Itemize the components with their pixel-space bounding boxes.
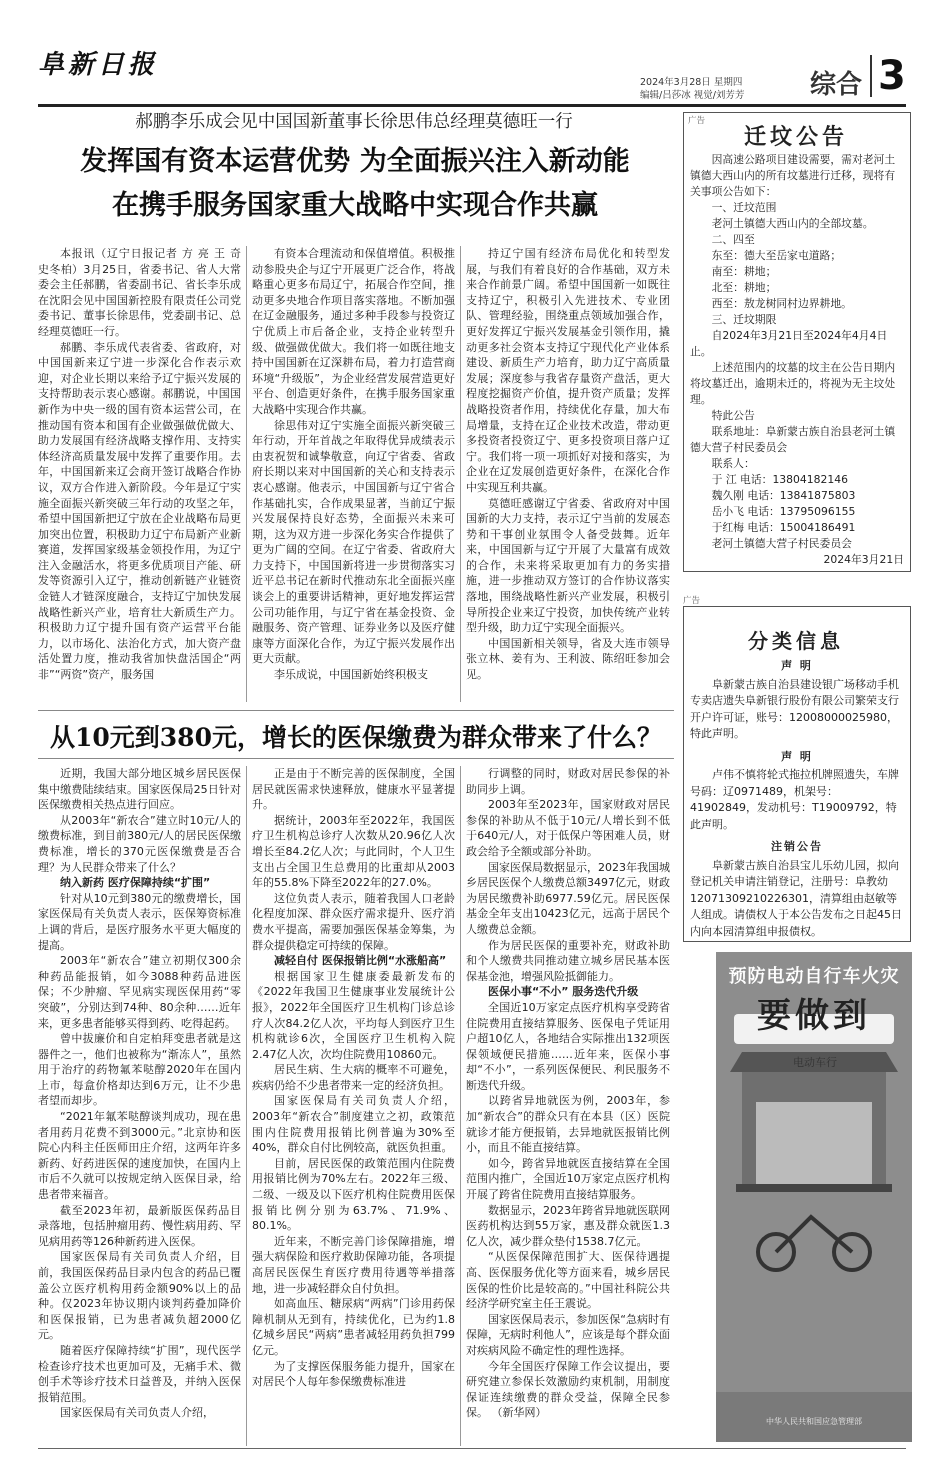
- column-divider: [246, 246, 247, 702]
- newspaper-logo: 阜新日报: [38, 50, 159, 80]
- notice-line: 魏久刚 电话：13841875803: [711, 489, 856, 502]
- paragraph: 据统计，2003年至2022年，我国医疗卫生机构总诊疗人次数从20.96亿人次增长至84.2亿人次；与此同时，个人卫生支出占全国卫生总费用的比重却从2003年的55.8%下降至2022年的27.0%。: [252, 813, 455, 890]
- classified-item-body: 阜新蒙古族自治县建设银广场移动手机专卖店遗失阜新银行股份有限公司繁荣支行开户许可证，账号：12008000025980，特此声明。: [690, 677, 899, 740]
- paragraph: 从2003年“新农合”建立时10元/人的缴费标准，到目前380元/人的居民医保缴费标准，增长的370元医保缴费是否合理？为人民群众带来了什么？: [38, 813, 241, 874]
- notice-line: 特此公告: [711, 409, 755, 422]
- paragraph: 徐思伟对辽宁实施全面振兴新突破三年行动，开年首战之年取得优异成绩表示由衷祝贺和诚挚敬意，向辽宁省委、省政府长期以来对中国国新的关心和支持表示衷心感谢。他表示，中国国新与辽宁省合作基础扎实，合作成果显著，当前辽宁振兴发展保持良好态势，全面振兴未来可期，这为双方进一步深化务实合作提供了更为广阔的空间。在辽宁省委、省政府大力支持下，中国国新将进一步贯彻落实习近平总书记在新时代推动东北全面振兴座谈会上的重要讲话精神，更好地发挥运营公司功能作用，与辽宁省在基金投资、金融服务、资产管理、证券业务以及医疗健康等方面深化合作，为辽宁振兴发展作出更大贡献。: [252, 418, 455, 666]
- safety-ad-slogan: 要做到: [757, 996, 871, 1036]
- article1-column-1: [38, 246, 241, 702]
- classified-item-heading: 声 明: [781, 659, 813, 672]
- article2-headline: 从10元到380元，增长的医保缴费为群众带来了什么？: [50, 723, 662, 752]
- classified-title: 分类信息: [748, 629, 844, 653]
- paragraph: 国家医保局有关司负责人介绍，2003年“新农合”制度建立之初，政策范围内住院费用报销比例普遍为30%至40%，群众自付比例较高，就医负担重。: [252, 1094, 455, 1155]
- notice-line: 上述范围内的坟墓的坟主在公告日期内将坟墓迁出，逾期未迁的，将视为无主坟处理。: [690, 361, 896, 406]
- classified-item-body: 卢伟不慎将轮式拖拉机牌照遗失，车牌号码：辽0971489，机架号：41902849，发动机号：T19009792，特此声明。: [690, 768, 899, 831]
- notice-line: 联系地址：阜新蒙古族自治县老河土镇德大营子村民委员会: [690, 425, 896, 454]
- paragraph: 正是由于不断完善的医保制度，全国居民就医需求快速释放，健康水平显著提升。: [252, 767, 455, 812]
- column-divider: [460, 766, 461, 1446]
- footer-rule: [38, 1448, 906, 1449]
- paragraph: 有资本合理流动和保值增值。积极推动参股央企与辽宁开展更广泛合作，将战略重心更多布局辽宁，拓展合作空间，推动更多央地合作项目落实落地。不断加强在辽金融服务，通过多种手段参与投资辽宁优质上市后备企业，支持企业转型升级、做强做优做大。我们将一如既往地支持中国国新在辽深耕布局，着力打造营商环境“升级版”，为企业经营发展营造更好平台、创造更好条件，在携手服务国家重大战略中实现合作共赢。: [252, 247, 455, 416]
- notice-title: 迁坟公告: [743, 125, 848, 150]
- paragraph: 全国近10万家定点医疗机构享受跨省住院费用直接结算服务、医保电子凭证用户超10亿人，各地结合实际推出132项医保领域便民措施……近年来，医保小事却“不小”，一系列医保便民、利民服务不断迭代升级。: [466, 1000, 670, 1092]
- paragraph: 近年来，不断完善门诊保障措施，增强大病保险和医疗救助保障功能，各项提高居民医保生育医疗费用待遇等举措落地，进一步减轻群众自付负担。: [252, 1234, 455, 1295]
- article1-column-2: [252, 246, 455, 702]
- paragraph: 行调整的同时，财政对居民参保的补助同步上调。: [466, 767, 670, 796]
- notice-line: 联系人：: [711, 457, 755, 470]
- paragraph: “2021年氟苯哒醇谈判成功，现在患者用药月花费不到3000元。”北京协和医院心内科主任医师田庄介绍，这两年许多新药、好药进医保的速度加快，在国内上市后不久就可以按规定纳入医保目录，给患者带来福音。: [38, 1110, 241, 1202]
- article2-column-1: [38, 766, 241, 1446]
- classified-item-heading: 声 明: [781, 749, 813, 763]
- notice-body: [690, 152, 904, 568]
- paragraph: 持辽宁国有经济布局优化和转型发展，与我们有着良好的合作基础，双方未来合作前景广阔。希望中国国新一如既往支持辽宁，积极引入先进技术、专业团队、管理经验，围绕重点领域加强合作，更好发挥辽宁振兴发展基金引领作用，撬动更多社会资本支持辽宁现代化产业体系建设、新质生产力培育，助力辽宁高质量发展；深度参与我省存量资产盘活，更大程度挖掘资产价值，提升资产质量；发挥战略投资者作用，持续优化存量，加大布局增量，支持在辽企业技术改造，带动更多投资者投资辽宁、更多投资项目落户辽宁。我们将一项一项抓好对接和落实，为企业在辽发展创造更好条件，在深化合作中实现互利共赢。: [466, 247, 670, 494]
- paragraph: 根据国家卫生健康委最新发布的《2022年我国卫生健康事业发展统计公报》，2022年全国医疗卫生机构门诊总诊疗人次84.2亿人次，平均每人到医疗卫生机构就诊6次，全国医疗卫生机构入院2.47亿人次，次均住院费用10860元。: [252, 969, 455, 1061]
- ad-tag: 广告: [688, 116, 706, 126]
- divider-rule: [38, 758, 674, 759]
- paragraph: 随着医疗保障持续“扩围”，现代医学检查诊疗技术也更加可及，无痛手术、微创手术等诊疗技术日益普及，并纳入医保报销范围。: [38, 1343, 241, 1404]
- masthead-meta: [640, 76, 810, 102]
- notice-line: 因高速公路项目建设需要，需对老河土镇德大西山内的所有坟墓进行迁移，现将有关事项公告如下：: [690, 153, 896, 198]
- column-divider: [246, 766, 247, 1446]
- article1-kicker: 郝鹏李乐成会见中国国新董事长徐思伟总经理莫德旺一行: [135, 112, 573, 132]
- paragraph: 曾中拔廉价和自定柏拜变患者就是这器件之一，他们也被称为“渐冻人”，虽然用于治疗的药物氟苯哒醇2020年在国内上市，每盒价格却达到6万元，让不少患者望而却步。: [38, 1032, 241, 1108]
- notice-line: 于红梅 电话：15004186491: [711, 521, 856, 534]
- paragraph: 2003年至2023年，国家财政对居民参保的补助从不低于10元/人增长到不低于640元/人，对于低保户等困难人员，财政会给予全额或部分补助。: [466, 798, 670, 858]
- paragraph: 针对从10元到380元的缴费增长，国家医保局有关负责人表示，医保筹资标准上调的背后，是医疗服务水平更大幅度的提高。: [38, 891, 241, 952]
- shop-sign: 电动车行: [793, 1056, 837, 1069]
- notice-line: 岳小飞 电话：13795096155: [711, 505, 856, 518]
- paragraph: 李乐成说，中国国新始终积极支: [274, 668, 428, 682]
- notice-line: 老河土镇德大营子村民委员会: [711, 537, 852, 550]
- paragraph: 2003年“新农合”建立初期仅300余种药品能报销，如今3088种药品进医保；不少肿瘤、罕见病实现医保用药“零突破”，分别达到74种、80余种……近年来，更多患者能够买得到药、吃得起药。: [38, 954, 241, 1030]
- notice-line: 南至：耕地；: [711, 265, 777, 278]
- notice-line: 2024年3月21日: [823, 553, 904, 566]
- classified-item-body: 阜新蒙古族自治县宝儿乐幼儿园，拟向登记机关申请注销登记，注册号：阜教幼12071309210226301，清算组由赵敏等人组成。请债权人于本公告发布之日起45日内向本园清算组申报债权。: [690, 858, 902, 938]
- column-divider: [460, 246, 461, 702]
- paragraph: 如高血压、糖尿病“两病”门诊用药保障机制从无到有，持续优化，已为约1.8亿城乡居民“两病”患者减轻用药负担799亿元。: [252, 1297, 455, 1357]
- paragraph: “从医保保障范围扩大、医保待遇提高、医保服务优化等方面来看，城乡居民医保的性价比是较高的。”中国社科院公共经济学研究室主任王震说。: [466, 1250, 670, 1311]
- article1-headline-line1: 发挥国有资本运营优势 为全面振兴注入新动能: [80, 146, 630, 177]
- article2-column-2: [252, 766, 455, 1446]
- page-number: 3: [870, 55, 906, 97]
- classified-item-heading: 注销公告: [771, 840, 823, 853]
- paragraph: 郝鹏、李乐成代表省委、省政府，对中国国新来辽宁进一步深化合作表示欢迎，对企业长期以来给予辽宁振兴发展的支持帮助表示衷心感谢。郝鹏说，中国国新作为中央一级的国有资本运营公司，在推动国有资本和国有企业做强做优做大、助力发展国有经济战略支撑作用、支持实体经济高质量发展中发挥了重要作用。去年，中国国新来辽会商开签订战略合作协议，双方合作进入新阶段。今年是辽宁实施全面振兴新突破三年行动的攻坚之年，希望中国国新把辽宁放在企业战略布局更加突出位置，积极助力辽宁布局新产业新赛道，发挥国家级基金领投作用，为辽宁注入金融活水，将更多优质项目产能、研发等资源引入辽宁，推动创新链产业链资金链人才链深度融合，支持辽宁加快发展战略性新兴产业，培育壮大新质生产力。积极助力辽宁提升国有资产运营平台能力，以市场化、法治化方式，加大资产盘活处置力度，推动我省加快盘活国企“两非”“两资”资产，服务国: [38, 340, 241, 682]
- article1-headline: [60, 140, 650, 228]
- date-line: 2024年3月28日 星期四: [640, 77, 743, 88]
- ad-tag: 广告: [683, 596, 701, 606]
- notice-line: 于 江 电话：13804182146: [711, 473, 849, 486]
- notice-line: 西至：敖龙树同村边界耕地。: [711, 297, 852, 310]
- subheading: 纳入新药 医疗保障持续“扩围”: [60, 876, 211, 890]
- paragraph: 截至2023年初，最新版医保药品目录落地，包括肿瘤用药、慢性病用药、罕见病用药等126种新药进入医保。: [38, 1203, 241, 1248]
- article2-column-3: [466, 766, 670, 1446]
- paragraph: 居民生病、生大病的概率不可避免，疾病仍给不少患者带来一定的经济负担。: [252, 1063, 455, 1092]
- paragraph: 如今，跨省异地就医直接结算在全国范围内推广，全国近10万家定点医疗机构开展了跨省住院费用直接结算服务。: [466, 1156, 670, 1202]
- paragraph: 国家医保局有关司负责人介绍，: [60, 1406, 214, 1420]
- subheading: 医保小事“不小” 服务迭代升级: [488, 985, 639, 999]
- paragraph: 数据显示，2023年跨省异地就医联网医药机构达到55万家，惠及群众就医1.3亿人次，减少群众垫付1538.7亿元。: [466, 1203, 670, 1248]
- paragraph: 以跨省异地就医为例，2003年，参加“新农合”的群众只有在本县（区）医院就诊才能方便报销，去异地就医报销比例小，而且不能直接结算。: [466, 1094, 670, 1155]
- notice-line: 二、四至: [711, 233, 755, 246]
- notice-line: 北至：耕地；: [711, 281, 777, 294]
- divider-rule: [38, 710, 674, 711]
- article1-column-3: [466, 246, 670, 702]
- safety-ad-footer: 中华人民共和国应急管理部: [766, 1417, 862, 1426]
- paragraph: 目前，居民医保的政策范围内住院费用报销比例为70%左右。2022年三级、二级、一级及以下医疗机构住院费用医保报销比例分别为63.7%、71.9%、80.1%。: [252, 1156, 455, 1233]
- section-name: 综合: [810, 70, 863, 100]
- paragraph: 国家医保局表示，参加医保“急病时有保障，无病时利他人”，应该是每个群众面对疾病风险不确定性的理性选择。: [466, 1312, 670, 1357]
- paragraph: 为了支撑医保服务能力提升，国家在对居民个人每年参保缴费标准进: [252, 1359, 455, 1389]
- paragraph: 近期，我国大部分地区城乡居民医保集中缴费陆续结束。国家医保局25日针对医保缴费相关热点进行回应。: [38, 767, 241, 812]
- paragraph: 这位负责人表示，随着我国人口老龄化程度加深、群众医疗需求提升、医疗消费水平提高，需要加强医保基金筹集，为群众提供稳定可持续的保障。: [252, 891, 455, 952]
- masthead-rule: [38, 104, 906, 107]
- safety-ad-title: 预防电动自行车火灾: [728, 966, 900, 987]
- paragraph: 作为居民医保的重要补充，财政补助和个人缴费共同推动建立城乡居民基本医保基金池，增强风险抵御能力。: [466, 938, 670, 983]
- paragraph: 中国国新相关领导，省及大连市领导张立林、姜有为、王利波、陈绍旺参加会见。: [466, 636, 670, 682]
- paragraph: 本报讯（辽宁日报记者 方 亮 王 奇 史冬柏）3月25日，省委书记、省人大常委会主任郝鹏，省委副书记、省长李乐成在沈阳会见中国国新控股有限责任公司党委书记、董事长徐思伟，党委副书记、总经理莫德旺一行。: [38, 247, 241, 338]
- notice-line: 自2024年3月21日至2024年4月4日止。: [690, 329, 888, 358]
- notice-line: 东至：德大至岳家屯道路；: [711, 249, 842, 262]
- notice-line: 一、迁坟范围: [711, 201, 777, 214]
- article1-headline-line2: 在携手服务国家重大战略中实现合作共赢: [112, 190, 598, 221]
- classified-body: [690, 656, 904, 946]
- subheading: 减轻自付 医保报销比例“水涨船高”: [274, 954, 447, 968]
- paragraph: 国家医保局数据显示，2023年我国城乡居民医保个人缴费总额3497亿元，财政为居民缴费补助6977.59亿元。居民医保基金全年支出10423亿元，远高于居民个人缴费总金额。: [466, 860, 670, 936]
- paragraph: 国家医保局有关司负责人介绍，目前，我国医保药品目录内包含的药品已覆盖公立医疗机构用药金额90%以上的品种。仅2023年协议期内谈判药叠加降价和医保报销，已为患者减负超2000亿元。: [38, 1250, 241, 1342]
- notice-line: 三、迁坟期限: [711, 313, 777, 326]
- notice-line: 老河土镇德大西山内的全部坟墓。: [711, 217, 874, 230]
- editor-line: 编辑/吕莎冰 视觉/刘芳芳: [640, 90, 745, 101]
- paragraph: 莫德旺感谢辽宁省委、省政府对中国国新的大力支持，表示辽宁当前的发展态势和干事创业氛围令人备受鼓舞。近年来，中国国新与辽宁开展了大量富有成效的合作，未来将采取更加有力的务实措施，进一步推动双方签订的合作协议落实落地，围绕战略性新兴产业发展，积极引导所投企业来辽宁投资，加快传统产业转型升级，助力辽宁实现全面振兴。: [466, 496, 670, 635]
- paragraph: 今年全国医疗保障工作会议提出，要研究建立参保长效激励约束机制，用制度保证连续缴费的群众受益，保障全民参保。 （新华网）: [466, 1359, 670, 1420]
